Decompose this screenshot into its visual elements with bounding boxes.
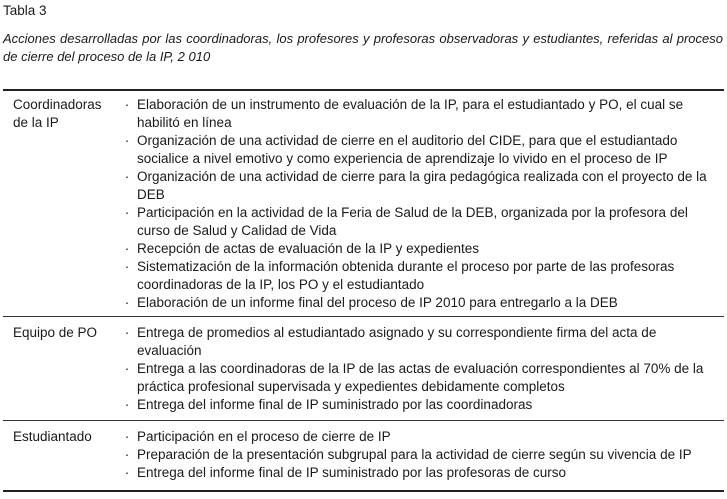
item-text: Preparación de la presentación subgrupal para la actividad de cierre según su vivencia de IP (137, 447, 692, 462)
bullet-icon: · (124, 259, 130, 274)
row-label: Coordinadoras de la IP (13, 97, 102, 130)
bullet-icon: · (124, 169, 130, 184)
list-item (121, 396, 721, 414)
list-item (121, 428, 721, 446)
item-text: Participación en la actividad de la Feria de Salud de la DEB, organizada por la profesora del curso de Salud y Calidad de Vida (137, 205, 688, 238)
item-text: Entrega de promedios al estudiantado asignado y su correspondiente firma del acta de evaluación (137, 325, 657, 358)
item-text: Participación en el proceso de cierre de IP (137, 429, 391, 444)
item-text: Organización de una actividad de cierre para la gira pedagógica realizada con el proyecto de la DEB (137, 169, 707, 202)
row-divider (3, 316, 724, 317)
list-item (121, 96, 721, 132)
item-text: Entrega del informe final de IP suministrado por las coordinadoras (137, 397, 533, 412)
item-text: Elaboración de un instrumento de evaluación de la IP, para el estudiantado y PO, el cual se habilitó en línea (137, 97, 684, 130)
row-label: Estudiantado (13, 429, 92, 444)
bullet-icon: · (124, 241, 130, 256)
item-text: Recepción de actas de evaluación de la IP y expedientes (137, 241, 479, 256)
bullet-icon: · (124, 397, 130, 412)
list-item (121, 168, 721, 204)
item-text: Elaboración de un informe final del proceso de IP 2010 para entregarlo a la DEB (137, 295, 618, 310)
bullet-icon: · (124, 325, 130, 340)
bullet-icon: · (124, 361, 130, 376)
list-item (121, 258, 721, 294)
item-text: Sistematización de la información obtenida durante el proceso por parte de las profesoras coordinadoras de la IP, los PO y el estudiantado (137, 259, 675, 292)
list-item (121, 294, 721, 312)
item-text: Entrega del informe final de IP suministrado por las profesoras de curso (137, 465, 566, 480)
table-top-rule (3, 89, 724, 91)
bullet-icon: · (124, 429, 130, 444)
list-item (121, 360, 721, 396)
table-caption: Acciones desarrolladas por las coordinadoras, los profesores y profesoras observadoras y estudiantes, referidas al proceso de cierre del proceso de la IP, 2 010 (3, 31, 723, 64)
bullet-icon: · (124, 447, 130, 462)
bullet-icon: · (124, 97, 130, 112)
list-item (121, 446, 721, 464)
list-item (121, 132, 721, 168)
list-item (121, 464, 721, 482)
list-item (121, 204, 721, 240)
table-bottom-rule (3, 490, 724, 492)
item-text: Entrega a las coordinadoras de la IP de las actas de evaluación correspondientes al 70% de la práctica profesional supervisada y expedientes debidamente completos (137, 361, 704, 394)
row-divider (3, 420, 724, 421)
bullet-icon: · (124, 205, 130, 220)
bullet-icon: · (124, 465, 130, 480)
list-item (121, 240, 721, 258)
bullet-icon: · (124, 295, 130, 310)
bullet-icon: · (124, 133, 130, 148)
list-item (121, 324, 721, 360)
action-list (121, 324, 721, 414)
table-number: Tabla 3 (3, 3, 47, 18)
row-label: Equipo de PO (13, 325, 98, 340)
action-list (121, 96, 721, 312)
action-list (121, 428, 721, 482)
item-text: Organización de una actividad de cierre en el auditorio del CIDE, para que el estudiantado socialice a nivel emotivo y como experiencia de aprendizaje lo vivido en el proceso de IP (137, 133, 678, 166)
